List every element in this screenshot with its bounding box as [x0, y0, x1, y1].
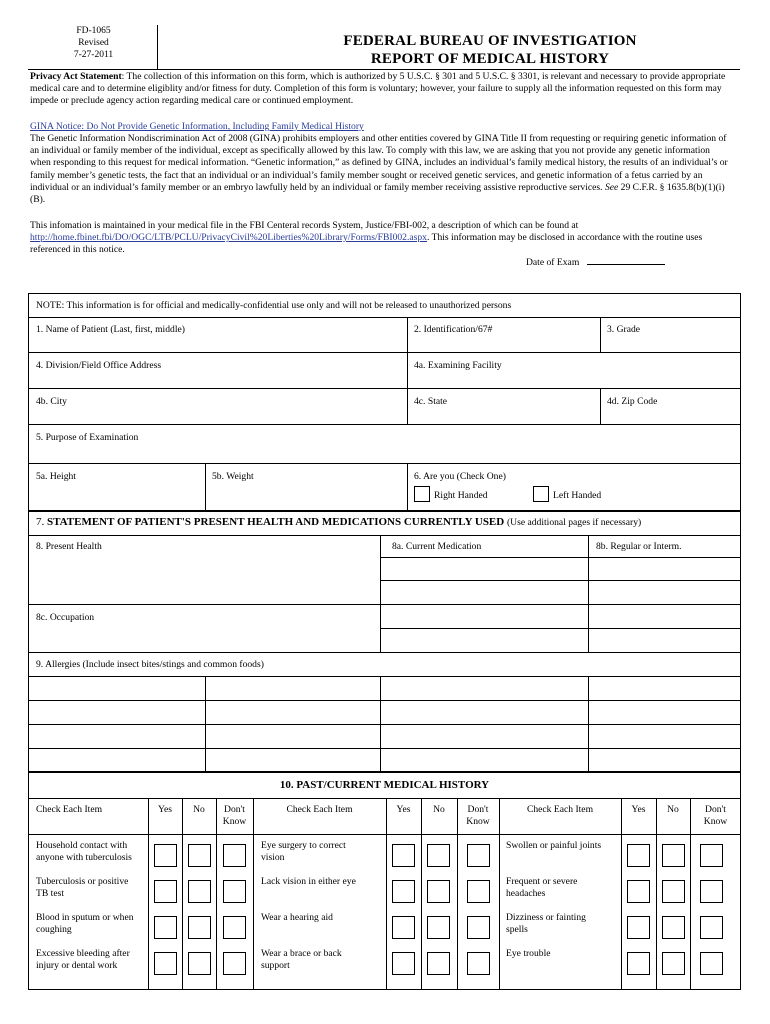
history-yes-checkbox[interactable]	[392, 844, 415, 867]
history-item-line: headaches	[506, 888, 546, 899]
history-item	[261, 948, 342, 972]
history-dont-know-checkbox[interactable]	[700, 916, 723, 939]
rule	[205, 463, 206, 510]
left-handed-checkbox[interactable]	[533, 486, 549, 502]
history-yes-checkbox[interactable]	[392, 952, 415, 975]
col-dont-know	[690, 804, 741, 828]
col-dont-label: Don't	[705, 804, 726, 815]
col-yes: Yes	[158, 804, 172, 815]
history-no-checkbox[interactable]	[662, 952, 685, 975]
history-item-line: Blood in sputum or when	[36, 912, 134, 923]
rule	[28, 748, 741, 749]
date-of-exam-label: Date of Exam	[526, 257, 580, 268]
rule	[28, 463, 741, 464]
col-yes: Yes	[396, 804, 411, 815]
history-yes-checkbox[interactable]	[627, 916, 650, 939]
records-notice	[30, 220, 730, 257]
rule	[28, 424, 741, 425]
rule	[28, 676, 741, 677]
history-no-checkbox[interactable]	[662, 880, 685, 903]
section-7-header	[36, 516, 641, 528]
history-item-line: Dizziness or fainting	[506, 912, 586, 923]
history-yes-checkbox[interactable]	[627, 952, 650, 975]
rule	[28, 798, 741, 799]
history-item-line: Swollen or painful joints	[506, 840, 602, 851]
col-dont-label: Don't	[224, 804, 245, 815]
history-item	[36, 912, 134, 936]
revised-label: Revised	[78, 38, 109, 48]
form-number: FD-1065	[76, 26, 111, 36]
history-yes-checkbox[interactable]	[154, 844, 177, 867]
col-know-label: Know	[703, 816, 728, 827]
col-yes: Yes	[631, 804, 646, 815]
field-regular-interm[interactable]: 8b. Regular or Interm.	[596, 541, 682, 552]
rule	[28, 604, 741, 605]
history-no-checkbox[interactable]	[427, 952, 450, 975]
history-item-line: Household contact with	[36, 840, 128, 851]
history-item	[506, 948, 551, 960]
history-item-line: vision	[261, 852, 285, 863]
field-identification[interactable]: 2. Identification/67#	[414, 324, 493, 335]
history-no-checkbox[interactable]	[427, 880, 450, 903]
field-occupation[interactable]: 8c. Occupation	[36, 612, 95, 623]
history-item-line: Tuberculosis or positive	[36, 876, 129, 887]
history-dont-know-checkbox[interactable]	[700, 952, 723, 975]
privacy-label: Privacy Act Statement	[30, 71, 122, 82]
history-item-line: support	[261, 960, 290, 971]
section-7-title: STATEMENT OF PATIENT'S PRESENT HEALTH AND MEDICATIONS CURRENTLY USED	[44, 516, 505, 528]
privacy-statement	[30, 71, 730, 108]
history-dont-know-checkbox[interactable]	[467, 880, 490, 903]
right-handed-label: Right Handed	[434, 490, 488, 501]
rule	[28, 834, 741, 835]
field-current-medication[interactable]: 8a. Current Medication	[392, 541, 482, 552]
records-text-1: This infomation is maintained in your medical file in the FBI Centeral records System, Justice/FBI-002, a description of which can be found at	[30, 220, 579, 231]
history-dont-know-checkbox[interactable]	[700, 844, 723, 867]
field-grade[interactable]: 3. Grade	[607, 324, 641, 335]
form-number-block	[30, 25, 158, 69]
field-city[interactable]: 4b. City	[36, 396, 67, 407]
history-item-line: Frequent or severe	[506, 876, 578, 887]
field-state[interactable]: 4c. State	[414, 396, 448, 407]
field-height[interactable]: 5a. Height	[36, 471, 76, 482]
gina-heading[interactable]: GINA Notice: Do Not Provide Genetic Information, Including Family Medical History	[30, 121, 364, 132]
history-yes-checkbox[interactable]	[154, 916, 177, 939]
history-item-line: injury or dental work	[36, 960, 118, 971]
history-item-line: coughing	[36, 924, 72, 935]
rule	[421, 798, 422, 990]
rule	[656, 798, 657, 990]
history-item-line: spells	[506, 924, 528, 935]
confidentiality-note: NOTE: This information is for official and medically-confidential use only and will not be released to unauthorized persons	[36, 300, 512, 311]
rule	[380, 557, 741, 558]
history-item	[261, 912, 333, 924]
rule	[499, 798, 500, 990]
history-item	[261, 840, 346, 864]
history-no-checkbox[interactable]	[427, 916, 450, 939]
revision-date: 7-27-2011	[73, 50, 114, 60]
history-dont-know-checkbox[interactable]	[223, 916, 246, 939]
rule	[28, 771, 741, 773]
rule	[380, 580, 741, 581]
history-no-checkbox[interactable]	[188, 880, 211, 903]
field-handedness-label: 6. Are you (Check One)	[414, 471, 506, 482]
section-7-number: 7.	[36, 516, 45, 528]
history-item-line: Wear a brace or back	[261, 948, 342, 959]
col-dont-know	[457, 804, 499, 828]
history-dont-know-checkbox[interactable]	[223, 844, 246, 867]
gina-notice	[30, 133, 730, 206]
field-present-health[interactable]: 8. Present Health	[36, 541, 102, 552]
col-dont-know	[216, 804, 253, 828]
history-no-checkbox[interactable]	[662, 916, 685, 939]
rule	[600, 388, 601, 424]
history-no-checkbox[interactable]	[662, 844, 685, 867]
rule	[386, 798, 387, 990]
history-item-line: Eye surgery to correct	[261, 840, 346, 851]
history-yes-checkbox[interactable]	[154, 880, 177, 903]
col-no: No	[193, 804, 205, 815]
history-no-checkbox[interactable]	[188, 952, 211, 975]
col-check-item: Check Each Item	[286, 804, 353, 815]
rule	[380, 535, 381, 652]
col-know-label: Know	[222, 816, 247, 827]
history-item-line: Lack vision in either eye	[261, 876, 356, 887]
history-dont-know-checkbox[interactable]	[467, 952, 490, 975]
records-text-2: . This information may be disclosed in accordance with the routine uses referenced in this notice.	[30, 232, 703, 256]
privacy-text: : The collection of this information on this form, which is authorized by 5 U.S.C. § 301 and 5 U.S.C. § 3301, is relevant and necessary to provide appropriate medical care and to determine eligiblity and/or fitness for duty. Completion of this form is voluntary; however, your failure to supply all the information requested on this form may impede or preclude agency action regarding medical care or continued employment.	[30, 71, 726, 107]
history-no-checkbox[interactable]	[188, 916, 211, 939]
form-title: REPORT OF MEDICAL HISTORY	[370, 51, 610, 67]
rule	[28, 317, 741, 318]
col-know-label: Know	[466, 816, 490, 827]
field-allergies[interactable]: 9. Allergies (Include insect bites/stings and common foods)	[36, 659, 264, 670]
history-item-line: Wear a hearing aid	[261, 912, 333, 923]
section-7-note: (Use additional pages if necessary)	[506, 517, 642, 528]
right-handed-checkbox[interactable]	[414, 486, 430, 502]
col-no: No	[433, 804, 445, 815]
col-check-item: Check Each Item	[526, 804, 594, 815]
history-dont-know-checkbox[interactable]	[467, 916, 490, 939]
history-yes-checkbox[interactable]	[627, 844, 650, 867]
history-item	[36, 948, 130, 972]
history-item	[261, 876, 356, 888]
history-yes-checkbox[interactable]	[627, 880, 650, 903]
history-dont-know-checkbox[interactable]	[223, 952, 246, 975]
gina-see: See	[604, 181, 619, 193]
history-item-line: anyone with tuberculosis	[36, 852, 132, 863]
history-item	[36, 876, 128, 900]
history-item-line: Excessive bleeding after	[36, 948, 130, 959]
history-yes-checkbox[interactable]	[154, 952, 177, 975]
rule	[205, 676, 206, 771]
header-rule	[28, 69, 740, 70]
rule	[148, 798, 149, 990]
gina-cite: 29 C.F.R. § 1635.8(b)(1)(i)(B).	[30, 181, 725, 206]
history-item	[36, 840, 132, 864]
history-item	[506, 912, 586, 936]
date-of-exam	[526, 257, 665, 268]
rule	[28, 700, 741, 701]
rule	[380, 676, 381, 771]
rule	[407, 463, 408, 510]
col-check-item: Check Each Item	[36, 804, 103, 815]
col-dont-label: Don't	[467, 804, 489, 815]
history-item-line: Eye trouble	[506, 948, 551, 959]
left-handed-label: Left Handed	[553, 490, 602, 501]
agency-title: FEDERAL BUREAU OF INVESTIGATION	[343, 33, 637, 49]
field-weight[interactable]: 5b. Weight	[212, 471, 254, 482]
col-no: No	[667, 804, 679, 815]
history-item	[506, 840, 601, 852]
date-of-exam-field[interactable]	[587, 257, 665, 265]
rule	[600, 317, 601, 352]
rule	[621, 798, 622, 990]
history-no-checkbox[interactable]	[427, 844, 450, 867]
history-item	[506, 876, 577, 900]
rule	[380, 628, 741, 629]
rule	[28, 388, 741, 389]
rule	[28, 352, 741, 353]
history-dont-know-checkbox[interactable]	[700, 880, 723, 903]
rule	[28, 724, 741, 725]
history-item-line: TB test	[36, 888, 64, 899]
section-10-title: 10. PAST/CURRENT MEDICAL HISTORY	[279, 779, 490, 791]
field-patient-name[interactable]: 1. Name of Patient (Last, first, middle)	[36, 324, 185, 335]
rule	[407, 317, 408, 424]
history-dont-know-checkbox[interactable]	[223, 880, 246, 903]
field-zip-code[interactable]: 4d. Zip Code	[607, 396, 658, 407]
field-examining-facility[interactable]: 4a. Examining Facility	[414, 360, 502, 371]
rule	[28, 510, 741, 512]
records-link[interactable]: http://home.fbinet.fbi/DO/OGC/LTB/PCLU/PrivacyCivil%20Liberties%20Library/Forms/FBI002.aspx	[30, 232, 427, 244]
rule	[28, 535, 741, 536]
rule	[28, 652, 741, 653]
gina-text: The Genetic Information Nondiscrimination Act of 2008 (GINA) prohibits employers and other entities covered by GINA Title II from requesting or requiring genetic information of an individual or family member of the individual, except as specifically allowed by this law. To comply with this law, we are asking that you not provide any genetic information when responding to this request for medical information. “Genetic information,” as defined by GINA, includes an individual’s family medical history, the results of an individual’s or family member’s genetic tests, the fact that an individual or an individual’s family member sought or received genetic services, and genetic information of a fetus carried by an individual or an individual’s family member or an embryo lawfully held by an individual or family member receiving assistive reproductive services.	[30, 133, 728, 193]
rule	[588, 535, 589, 652]
history-dont-know-checkbox[interactable]	[467, 844, 490, 867]
rule	[182, 798, 183, 990]
history-no-checkbox[interactable]	[188, 844, 211, 867]
field-purpose[interactable]: 5. Purpose of Examination	[36, 432, 139, 443]
rule	[588, 676, 589, 771]
rule	[253, 798, 254, 990]
history-yes-checkbox[interactable]	[392, 880, 415, 903]
history-yes-checkbox[interactable]	[392, 916, 415, 939]
field-division-address[interactable]: 4. Division/Field Office Address	[36, 360, 162, 371]
